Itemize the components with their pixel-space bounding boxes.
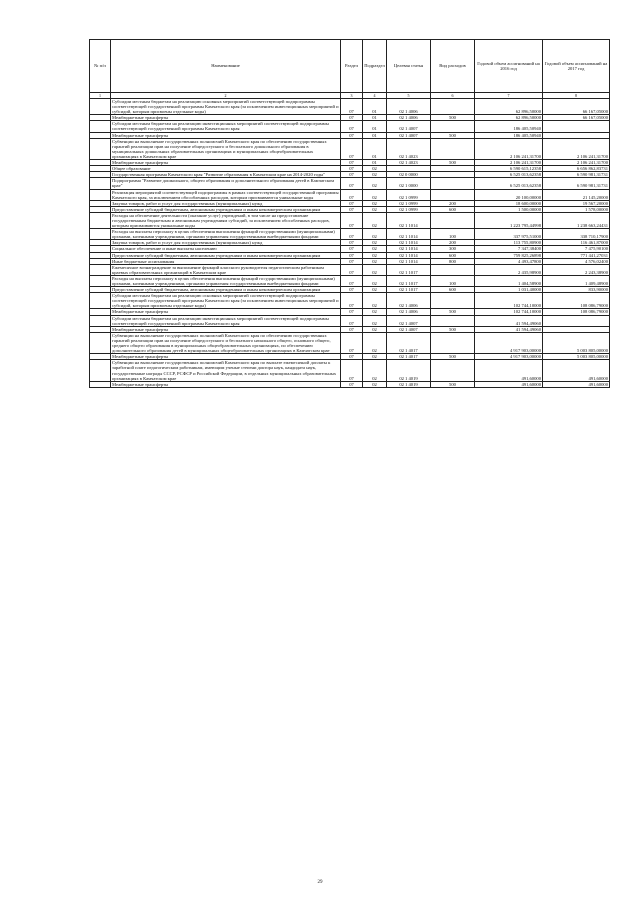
name-cell: Иные бюджетные ассигнования <box>111 258 341 264</box>
header-cell: Целевая статья <box>387 40 431 93</box>
amount-2016-cell: 41 594,49060 <box>475 315 543 326</box>
amount-2017-cell: 491,60000 <box>543 381 610 387</box>
amount-2017-cell: 771 441,27031 <box>543 252 610 258</box>
expense-type-cell: 200 <box>431 200 475 206</box>
table-row <box>90 132 610 138</box>
target-article-cell: 02 1 4007 <box>387 315 431 326</box>
expense-type-cell: 600 <box>431 206 475 212</box>
header-cell: Годовой объем ассигнований на 2016 год <box>475 40 543 93</box>
expense-type-cell <box>431 264 475 275</box>
amount-2017-cell: 108 086,79000 <box>543 293 610 309</box>
podrazdel-cell: 02 <box>363 287 387 293</box>
page-number: 29 <box>317 880 323 885</box>
name-cell: Субвенции на выполнение государственных полномочий Камчатского края по выплате ежемесячной доплаты к заработной плате педагогическим работникам, имеющим ученые степени доктора наук, кандидата наук, государственные награды СССР, РСФСР и Российской Федерации, в отдельных муниципальных образовательных организациях в Камчатском крае <box>111 360 341 381</box>
amount-2016-cell: 62 896,50000 <box>475 99 543 115</box>
budget-table-sheet <box>89 39 609 388</box>
target-article-cell: 02 1 4023 <box>387 160 431 166</box>
razdel-cell: 07 <box>341 354 363 360</box>
podrazdel-cell: 02 <box>363 309 387 315</box>
expense-type-cell: 100 <box>431 229 475 240</box>
row-number-cell <box>90 381 111 387</box>
amount-2017-cell: 491,60000 <box>543 360 610 381</box>
podrazdel-cell: 01 <box>363 132 387 138</box>
podrazdel-cell: 02 <box>363 264 387 275</box>
amount-2016-cell: 2 106 241,31700 <box>475 160 543 166</box>
table-row <box>90 287 610 293</box>
amount-2016-cell: 20 100,00000 <box>475 189 543 200</box>
name-cell: Субсидии местным бюджетам на реализацию основных мероприятий соответствующей подпрограммы соответствующей государственной программы Камчатского края (за исключением инвестиционных мероприятий и субсидий, которым присвоены отдельные коды) <box>112 99 339 115</box>
razdel-cell: 07 <box>341 381 363 387</box>
column-number: 4 <box>363 93 387 99</box>
target-article-cell: 02 1 4019 <box>387 360 431 381</box>
amount-2016-cell: 1 404,58900 <box>475 275 543 286</box>
amount-2017-cell: 6 590 981,31731 <box>543 172 610 178</box>
razdel-cell: 07 <box>341 138 363 159</box>
table-row <box>90 252 610 258</box>
amount-2016-cell: 759 825,26898 <box>475 252 543 258</box>
expense-type-cell: 500 <box>431 354 475 360</box>
expense-type-cell <box>431 178 475 189</box>
razdel-cell: 07 <box>341 229 363 240</box>
name-cell: Субсидии местным бюджетам на реализацию инвестиционных мероприятий соответствующей подпрограммы соответствующей государственной программы Камчатского края <box>111 121 341 132</box>
amount-2017-cell: 66 167,05000 <box>543 115 610 121</box>
name-cell: Межбюджетные трансферты <box>111 326 341 332</box>
name-cell: Расходы на выплаты персоналу в целях обеспечения выполнения функций государственными (муниципальными) органами, казенными учреждениями, органами управления государственными внебюджетными фондами <box>111 275 341 286</box>
row-number-cell <box>90 315 111 326</box>
name-cell: Субвенции на выполнение государственных полномочий Камчатского края по обеспечению государственных гарантий реализации прав на получение общедоступного и бесплатного дошкольного образования в муниципальных дошкольных образовательных организациях и муниципальных общеобразовательных организациях в Камчатском крае <box>111 138 341 159</box>
amount-2016-cell: 4 917 903,00000 <box>475 332 543 353</box>
row-number-cell <box>90 275 111 286</box>
target-article-cell: 02 1 4017 <box>387 332 431 353</box>
expense-type-cell: 600 <box>431 287 475 293</box>
header-row <box>90 40 610 93</box>
target-article-cell: 02 1 4006 <box>387 309 431 315</box>
row-number-cell <box>90 138 111 159</box>
podrazdel-cell: 02 <box>363 293 387 309</box>
name-cell: Межбюджетные трансферты <box>111 132 341 138</box>
name-cell: Закупка товаров, работ и услуг для государственных (муниципальных) нужд <box>111 240 341 246</box>
amount-2016-cell: 41 594,49060 <box>475 326 543 332</box>
expense-type-cell <box>431 189 475 200</box>
amount-2017-cell <box>543 121 610 132</box>
amount-2017-cell: 4 576,02400 <box>543 258 610 264</box>
razdel-cell: 07 <box>341 258 363 264</box>
razdel-cell: 07 <box>341 206 363 212</box>
razdel-cell: 07 <box>341 189 363 200</box>
target-article-cell: 02 1 1017 <box>387 287 431 293</box>
table-row <box>90 189 610 200</box>
name-cell: Предоставление субсидий бюджетным, автономным учреждениям и иным некоммерческим организациям <box>111 252 341 258</box>
podrazdel-cell: 02 <box>363 258 387 264</box>
amount-2017-cell: 6 656 862,83731 <box>543 166 610 172</box>
razdel-cell: 07 <box>341 132 363 138</box>
row-number-cell <box>90 99 111 115</box>
amount-2016-cell: 491,60000 <box>475 360 543 381</box>
table-row <box>90 354 610 360</box>
expense-type-cell: 100 <box>431 275 475 286</box>
podrazdel-cell: 02 <box>363 246 387 252</box>
header-cell: Вид расходов <box>431 40 475 93</box>
column-number: 8 <box>543 93 610 99</box>
amount-2017-cell: 116 461,87000 <box>543 240 610 246</box>
name-cell: Расходы на выплаты персоналу в целях обеспечения выполнения функций государственными (муниципальными) органами, казенными учреждениями, органами управления государственными внебюджетными фондами <box>111 229 341 240</box>
amount-2017-cell: 66 167,05000 <box>543 99 610 115</box>
row-number-cell <box>90 189 111 200</box>
razdel-cell: 07 <box>341 115 363 121</box>
expense-type-cell: 500 <box>431 309 475 315</box>
budget-table <box>89 39 610 388</box>
row-number-cell <box>90 264 111 275</box>
name-cell: Закупка товаров, работ и услуг для государственных (муниципальных) нужд <box>111 200 341 206</box>
razdel-cell: 07 <box>341 121 363 132</box>
target-article-cell: 02 1 1017 <box>387 264 431 275</box>
podrazdel-cell: 02 <box>363 200 387 206</box>
target-article-cell: 02 1 1014 <box>387 246 431 252</box>
razdel-cell: 07 <box>341 287 363 293</box>
amount-2016-cell: 186 405,50940 <box>475 121 543 132</box>
name-cell: Межбюджетные трансферты <box>111 115 341 121</box>
name-cell: Предоставление субсидий бюджетным, автономным учреждениям и иным некоммерческим организациям <box>111 287 341 293</box>
target-article-cell: 02 1 4007 <box>387 132 431 138</box>
podrazdel-cell: 02 <box>363 189 387 200</box>
table-row <box>90 381 610 387</box>
amount-2016-cell: 7 347,38400 <box>475 246 543 252</box>
podrazdel-cell: 01 <box>363 99 387 115</box>
row-number-cell <box>90 121 111 132</box>
row-number-cell <box>90 178 111 189</box>
amount-2017-cell: 338 710,17900 <box>543 229 610 240</box>
podrazdel-cell: 02 <box>363 178 387 189</box>
target-article-cell: 02 1 0000 <box>387 178 431 189</box>
podrazdel-cell: 02 <box>363 206 387 212</box>
name-cell: Межбюджетные трансферты <box>111 381 341 387</box>
table-row <box>90 332 610 353</box>
amount-2016-cell: 4 917 903,00000 <box>475 354 543 360</box>
razdel-cell: 07 <box>341 309 363 315</box>
name-cell: Подпрограмма "Развитие дошкольного, общего образования и дополнительного образования детей в Камчатском крае" <box>111 178 341 189</box>
table-row <box>90 240 610 246</box>
header-cell: Годовой объем ассигнований на 2017 год <box>543 40 610 93</box>
expense-type-cell: 800 <box>431 258 475 264</box>
razdel-cell: 07 <box>341 332 363 353</box>
table-row <box>90 326 610 332</box>
row-number-cell <box>90 332 111 353</box>
table-row <box>90 212 610 228</box>
table-row <box>90 293 610 309</box>
podrazdel-cell: 02 <box>363 212 387 228</box>
podrazdel-cell: 02 <box>363 275 387 286</box>
podrazdel-cell: 02 <box>363 332 387 353</box>
expense-type-cell <box>431 315 475 326</box>
table-row <box>90 275 610 286</box>
expense-type-cell <box>431 212 475 228</box>
name-cell: Общее образование <box>111 166 341 172</box>
column-number: 1 <box>90 93 111 99</box>
expense-type-cell: 200 <box>431 240 475 246</box>
target-article-cell: 02 1 1014 <box>387 258 431 264</box>
razdel-cell: 07 <box>341 275 363 286</box>
amount-2016-cell: 6 590 615,12358 <box>475 166 543 172</box>
expense-type-cell <box>431 99 475 115</box>
expense-type-cell <box>431 293 475 309</box>
podrazdel-cell: 01 <box>363 115 387 121</box>
name-cell: Государственная программа Камчатского края "Развитие образования в Камчатском крае на 2014-2020 годы" <box>111 172 341 178</box>
podrazdel-cell: 02 <box>363 166 387 172</box>
table-row <box>90 315 610 326</box>
expense-type-cell: 600 <box>431 252 475 258</box>
podrazdel-cell: 02 <box>363 326 387 332</box>
target-article-cell: 02 1 4007 <box>387 121 431 132</box>
column-number: 7 <box>475 93 543 99</box>
table-row <box>90 200 610 206</box>
amount-2016-cell: 6 525 013,62358 <box>475 178 543 189</box>
podrazdel-cell: 02 <box>363 229 387 240</box>
table-row <box>90 172 610 178</box>
name-cell: Социальное обеспечение и иные выплаты населению <box>111 246 341 252</box>
amount-2016-cell: 102 744,10000 <box>475 293 543 309</box>
razdel-cell: 07 <box>341 315 363 326</box>
target-article-cell: 02 1 4017 <box>387 354 431 360</box>
target-article-cell: 02 1 1017 <box>387 275 431 286</box>
podrazdel-cell: 02 <box>363 354 387 360</box>
column-number: 5 <box>387 93 431 99</box>
expense-type-cell: 300 <box>431 246 475 252</box>
name-cell: Субвенции на выполнение государственных полномочий Камчатского края по обеспечению государственных гарантий реализации прав на получение общедоступного и бесплатного начального общего, основного общего, среднего общего образования в муниципальных общеобразовательных организациях, по обеспечению дополнительного образования детей в муниципальных общеобразовательных организациях в Камчатском крае <box>111 332 341 353</box>
table-row <box>90 264 610 275</box>
header-cell: Подраздел <box>363 40 387 93</box>
amount-2016-cell: 18 600,00000 <box>475 200 543 206</box>
header-cell: Наименование <box>111 40 341 93</box>
name-cell: Субсидии местным бюджетам на реализацию основных мероприятий соответствующей подпрограммы соответствующей государственной программы Камчатского края (за исключением инвестиционных мероприятий и субсидий, которым присвоены отдельные коды) <box>112 293 339 309</box>
amount-2016-cell: 102 744,10000 <box>475 309 543 315</box>
amount-2017-cell: 833,90000 <box>543 287 610 293</box>
header-cell: № п/п <box>90 40 111 93</box>
target-article-cell: 02 1 1014 <box>387 252 431 258</box>
amount-2016-cell: 1 223 795,44998 <box>475 212 543 228</box>
amount-2017-cell: 1 409,48900 <box>543 275 610 286</box>
name-cell: Межбюджетные трансферты <box>111 354 341 360</box>
razdel-cell: 07 <box>341 264 363 275</box>
target-article-cell: 02 1 1014 <box>387 229 431 240</box>
amount-2017-cell: 2 243,38900 <box>543 264 610 275</box>
target-article-cell: 02 1 1014 <box>387 240 431 246</box>
target-article-cell: 02 1 4006 <box>387 293 431 309</box>
table-row <box>90 178 610 189</box>
razdel-cell: 07 <box>341 252 363 258</box>
podrazdel-cell: 01 <box>363 121 387 132</box>
podrazdel-cell: 02 <box>363 381 387 387</box>
expense-type-cell <box>431 332 475 353</box>
target-article-cell: 02 1 0999 <box>387 200 431 206</box>
amount-2016-cell: 491,60000 <box>475 381 543 387</box>
podrazdel-cell: 02 <box>363 240 387 246</box>
razdel-cell: 07 <box>341 360 363 381</box>
amount-2017-cell: 1 578,00000 <box>543 206 610 212</box>
razdel-cell: 07 <box>341 99 363 115</box>
amount-2016-cell: 6 525 013,62358 <box>475 172 543 178</box>
amount-2016-cell: 113 755,80900 <box>475 240 543 246</box>
expense-type-cell: 500 <box>431 115 475 121</box>
table-row <box>90 309 610 315</box>
razdel-cell: 07 <box>341 200 363 206</box>
row-number-cell <box>90 229 111 240</box>
amount-2016-cell: 186 405,50940 <box>475 132 543 138</box>
podrazdel-cell: 02 <box>363 252 387 258</box>
amount-2017-cell: 7 475,90100 <box>543 246 610 252</box>
razdel-cell: 07 <box>341 172 363 178</box>
expense-type-cell: 500 <box>431 326 475 332</box>
expense-type-cell: 500 <box>431 160 475 166</box>
amount-2016-cell: 337 975,51000 <box>475 229 543 240</box>
amount-2017-cell: 21 145,20000 <box>543 189 610 200</box>
row-number-cell <box>90 293 111 309</box>
razdel-cell: 07 <box>341 326 363 332</box>
expense-type-cell <box>431 121 475 132</box>
razdel-cell: 07 <box>341 212 363 228</box>
expense-type-cell <box>431 138 475 159</box>
target-article-cell: 02 1 1014 <box>387 212 431 228</box>
amount-2016-cell: 1 031,40000 <box>475 287 543 293</box>
target-article-cell: 02 1 4007 <box>387 326 431 332</box>
razdel-cell: 07 <box>341 240 363 246</box>
header-cell: Раздел <box>341 40 363 93</box>
name-cell: Межбюджетные трансферты <box>111 160 341 166</box>
name-cell: Предоставление субсидий бюджетным, автономным учреждениям и иным некоммерческим организациям <box>111 206 341 212</box>
razdel-cell: 07 <box>341 246 363 252</box>
target-article-cell: 02 1 4006 <box>387 115 431 121</box>
table-row <box>90 99 610 115</box>
expense-type-cell <box>431 360 475 381</box>
row-number-cell <box>90 360 111 381</box>
amount-2016-cell: 4 493,47800 <box>475 258 543 264</box>
table-row <box>90 138 610 159</box>
amount-2017-cell: 6 590 981,31731 <box>543 178 610 189</box>
column-number: 2 <box>111 93 341 99</box>
podrazdel-cell: 01 <box>363 160 387 166</box>
column-number: 3 <box>341 93 363 99</box>
table-row <box>90 360 610 381</box>
expense-type-cell: 500 <box>431 132 475 138</box>
podrazdel-cell: 02 <box>363 315 387 326</box>
razdel-cell: 07 <box>341 293 363 309</box>
razdel-cell: 07 <box>341 166 363 172</box>
amount-2017-cell: 19 567,20000 <box>543 200 610 206</box>
table-row <box>90 160 610 166</box>
amount-2017-cell: 5 003 805,00000 <box>543 332 610 353</box>
amount-2016-cell: 2 106 241,31700 <box>475 138 543 159</box>
amount-2016-cell: 1 500,00000 <box>475 206 543 212</box>
name-cell: Межбюджетные трансферты <box>111 309 341 315</box>
table-row <box>90 229 610 240</box>
column-number: 6 <box>431 93 475 99</box>
target-article-cell: 02 1 4019 <box>387 381 431 387</box>
target-article-cell: 02 1 4023 <box>387 138 431 159</box>
amount-2016-cell: 62 896,50000 <box>475 115 543 121</box>
table-row <box>90 206 610 212</box>
target-article-cell: 02 0 0000 <box>387 172 431 178</box>
name-cell: Реализация мероприятий соответствующей подпрограммы в рамках соответствующей государственной программы Камчатского края, за исключением обособленных расходов, которым присваиваются уникальные коды <box>112 189 339 200</box>
name-cell: Субсидии местным бюджетам на реализацию инвестиционных мероприятий соответствующей подпрограммы соответствующей государственной программы Камчатского края <box>111 315 341 326</box>
table-row <box>90 246 610 252</box>
table-body <box>90 99 610 388</box>
podrazdel-cell: 02 <box>363 360 387 381</box>
target-article-cell: 02 1 4006 <box>387 99 431 115</box>
name-cell: Расходы на обеспечение деятельности (оказание услуг) учреждений, в том числе на предоставление государственным бюджетным и автономным учреждениям субсидий, за исключением обособленных расходов, которым присваиваются уникальные коды <box>111 212 341 228</box>
expense-type-cell: 500 <box>431 381 475 387</box>
table-row <box>90 115 610 121</box>
table-row <box>90 121 610 132</box>
table-row <box>90 258 610 264</box>
amount-2017-cell: 5 003 805,00000 <box>543 354 610 360</box>
razdel-cell: 07 <box>341 178 363 189</box>
target-article-cell: 02 1 0999 <box>387 189 431 200</box>
podrazdel-cell: 01 <box>363 138 387 159</box>
amount-2017-cell: 2 106 241,31700 <box>543 160 610 166</box>
row-number-cell <box>90 212 111 228</box>
amount-2017-cell: 108 086,79000 <box>543 309 610 315</box>
podrazdel-cell: 02 <box>363 172 387 178</box>
amount-2017-cell <box>543 315 610 326</box>
amount-2016-cell: 2 435,98900 <box>475 264 543 275</box>
razdel-cell: 07 <box>341 160 363 166</box>
amount-2017-cell: 1 238 663,24431 <box>543 212 610 228</box>
name-cell: Ежемесячное вознаграждение за выполнение функций классного руководителя педагогическим работникам краевых образовательных организаций в Камчатском крае <box>111 264 341 275</box>
amount-2017-cell: 2 106 241,31700 <box>543 138 610 159</box>
target-article-cell: 02 1 0999 <box>387 206 431 212</box>
